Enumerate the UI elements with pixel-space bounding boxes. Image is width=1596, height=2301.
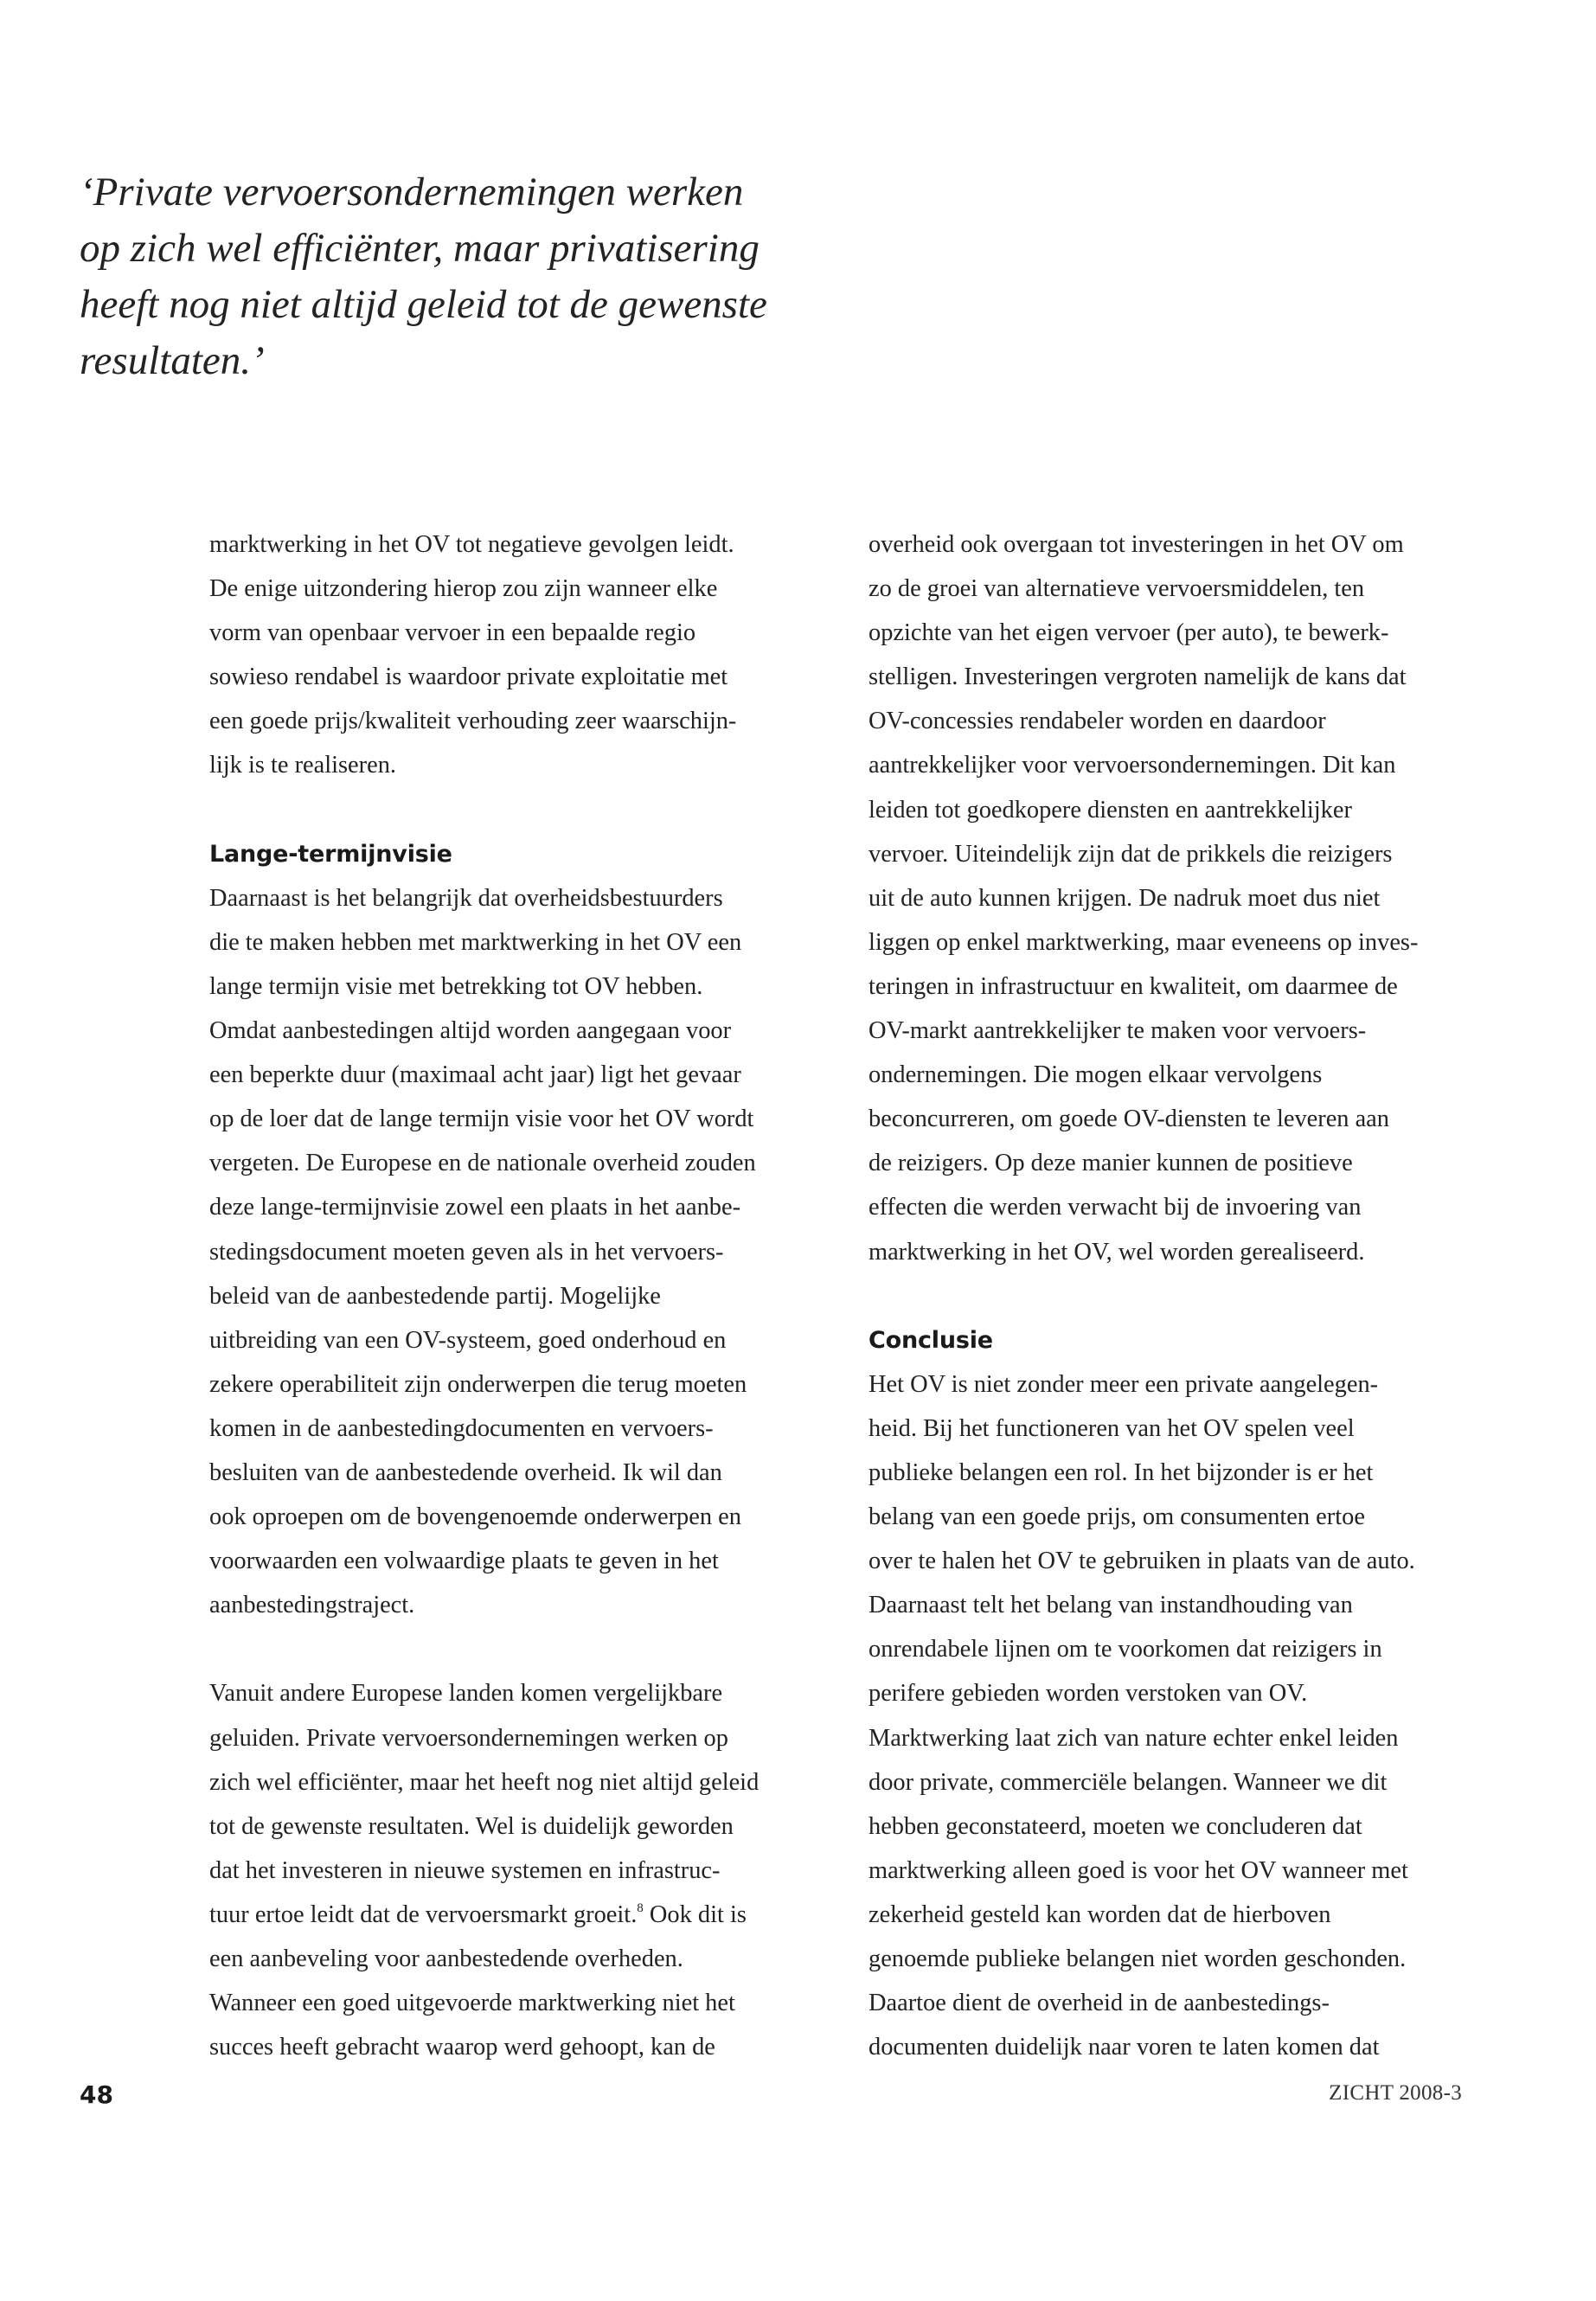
- text-line: vervoer. Uiteindelijk zijn dat de prikkels die reizigers: [869, 840, 1393, 868]
- paragraph-gap: [209, 1627, 884, 1671]
- section-heading-conclusie: Conclusie: [869, 1326, 993, 1354]
- pull-quote-line: resultaten.’: [80, 338, 265, 383]
- text-line: perifere gebieden worden verstoken van OV.: [869, 1680, 1308, 1708]
- page-number: 48: [80, 2080, 113, 2109]
- text-line: beconcurreren, om goede OV-diensten te leveren aan: [869, 1106, 1389, 1133]
- text-line: Omdat aanbestedingen altijd worden aangegaan voor: [209, 1017, 732, 1045]
- text-line: vorm van openbaar vervoer in een bepaalde regio: [209, 619, 696, 647]
- text-line: door private, commerciële belangen. Wanneer we dit: [869, 1768, 1388, 1796]
- text-line: vergeten. De Europese en de nationale overheid zouden: [209, 1150, 756, 1177]
- text-line: succes heeft gebracht waarop werd gehoopt, kan de: [209, 2034, 715, 2061]
- text-line: tot de gewenste resultaten. Wel is duidelijk geworden: [209, 1812, 734, 1840]
- right-column: [869, 522, 1543, 2069]
- text-line: liggen op enkel marktwerking, maar eveneens op inves-: [869, 928, 1419, 956]
- pull-quote-line: op zich wel efficiënter, maar privatisering: [80, 226, 760, 271]
- text-line: die te maken hebben met marktwerking in het OV een: [209, 928, 742, 956]
- text-line: beleid van de aanbestedende partij. Mogelijke: [209, 1282, 661, 1310]
- text-line: besluiten van de aanbestedende overheid. Ik wil dan: [209, 1458, 722, 1486]
- pull-quote-line: heeft nog niet altijd geleid tot de gewenste: [80, 282, 767, 327]
- paragraph-gap: [869, 1274, 1543, 1318]
- text-line: Wanneer een goed uitgevoerde marktwerking niet het: [209, 1990, 735, 2017]
- text-line: zich wel efficiënter, maar het heeft nog niet altijd geleid: [209, 1768, 760, 1796]
- text-line: lijk is te realiseren.: [209, 752, 397, 779]
- paragraph-gap: [209, 788, 884, 832]
- text-line: opzichte van het eigen vervoer (per auto), te bewerk-: [869, 619, 1389, 647]
- footnote-marker: 8: [637, 1900, 644, 1915]
- text-line: onrendabele lijnen om te voorkomen dat reizigers in: [869, 1636, 1382, 1663]
- text-line: komen in de aanbestedingdocumenten en vervoers-: [209, 1414, 714, 1442]
- text-line: een aanbeveling voor aanbestedende overheden.: [209, 1945, 683, 1972]
- text-segment: tuur ertoe leidt dat de vervoersmarkt groeit.: [209, 1900, 638, 1928]
- text-line: teringen in infrastructuur en kwaliteit, om daarmee de: [869, 972, 1398, 1000]
- text-line: marktwerking in het OV, wel worden gerealiseerd.: [869, 1238, 1365, 1266]
- text-line: hebben geconstateerd, moeten we concluderen dat: [869, 1812, 1362, 1840]
- text-line: Daarnaast telt het belang van instandhouding van: [869, 1592, 1353, 1619]
- text-line: OV-concessies rendabeler worden en daardoor: [869, 708, 1326, 735]
- text-line: Daartoe dient de overheid in de aanbestedings-: [869, 1990, 1330, 2017]
- text-line: Vanuit andere Europese landen komen vergelijkbare: [209, 1680, 723, 1708]
- text-line: ondernemingen. Die mogen elkaar vervolgens: [869, 1061, 1323, 1089]
- pull-quote-line: ‘Private vervoersondernemingen werken: [80, 170, 744, 215]
- text-line: documenten duidelijk naar voren te laten komen dat: [869, 2034, 1380, 2061]
- pull-quote: [80, 164, 858, 389]
- text-line: de reizigers. Op deze manier kunnen de positieve: [869, 1150, 1353, 1177]
- text-line: uitbreiding van een OV-systeem, goed onderhoud en: [209, 1326, 727, 1354]
- text-line: geluiden. Private vervoersondernemingen werken op: [209, 1724, 728, 1752]
- text-line: stedingsdocument moeten geven als in het vervoers-: [209, 1238, 724, 1266]
- text-line: OV-markt aantrekkelijker te maken voor vervoers-: [869, 1017, 1367, 1045]
- text-line: marktwerking alleen goed is voor het OV wanneer met: [869, 1856, 1408, 1884]
- text-line: genoemde publieke belangen niet worden geschonden.: [869, 1945, 1407, 1972]
- text-line: overheid ook overgaan tot investeringen in het OV om: [869, 531, 1404, 558]
- text-line: op de loer dat de lange termijn visie voor het OV wordt: [209, 1106, 754, 1133]
- text-line: belang van een goede prijs, om consumenten ertoe: [869, 1503, 1365, 1531]
- text-line: een beperkte duur (maximaal acht jaar) ligt het gevaar: [209, 1061, 741, 1089]
- text-line: deze lange-termijnvisie zowel een plaats in het aanbe-: [209, 1194, 741, 1221]
- text-line: zekere operabiliteit zijn onderwerpen die terug moeten: [209, 1370, 747, 1398]
- text-line: lange termijn visie met betrekking tot OV hebben.: [209, 972, 703, 1000]
- text-line: Daarnaast is het belangrijk dat overheidsbestuurders: [209, 884, 723, 912]
- text-line: Het OV is niet zonder meer een private aangelegen-: [869, 1370, 1379, 1398]
- text-line-with-footnote: [209, 1893, 884, 1937]
- text-line: aantrekkelijker voor vervoersondernemingen. Dit kan: [869, 752, 1396, 779]
- text-line: leiden tot goedkopere diensten en aantrekkelijker: [869, 796, 1352, 824]
- text-line: heid. Bij het functioneren van het OV spelen veel: [869, 1414, 1355, 1442]
- text-line: zekerheid gesteld kan worden dat de hierboven: [869, 1900, 1331, 1928]
- text-line: aanbestedingstraject.: [209, 1592, 415, 1619]
- text-line: stelligen. Investeringen vergroten namelijk de kans dat: [869, 663, 1407, 691]
- text-line: zo de groei van alternatieve vervoersmiddelen, ten: [869, 575, 1365, 603]
- text-line: over te halen het OV te gebruiken in plaats van de auto.: [869, 1548, 1415, 1575]
- text-line: De enige uitzondering hierop zou zijn wanneer elke: [209, 575, 718, 603]
- text-line: Marktwerking laat zich van nature echter enkel leiden: [869, 1724, 1399, 1752]
- section-heading-lange-termijnvisie: Lange-termijnvisie: [209, 840, 452, 868]
- text-line: voorwaarden een volwaardige plaats te geven in het: [209, 1548, 719, 1575]
- text-line: een goede prijs/kwaliteit verhouding zeer waarschijn-: [209, 708, 737, 735]
- left-column: [209, 522, 884, 2069]
- journal-issue-label: ZICHT 2008-3: [1329, 2081, 1462, 2105]
- text-line: sowieso rendabel is waardoor private exploitatie met: [209, 663, 728, 691]
- text-line: uit de auto kunnen krijgen. De nadruk moet dus niet: [869, 884, 1381, 912]
- text-line: publieke belangen een rol. In het bijzonder is er het: [869, 1458, 1374, 1486]
- text-line: effecten die werden verwacht bij de invoering van: [869, 1194, 1362, 1221]
- text-line: dat het investeren in nieuwe systemen en infrastruc-: [209, 1856, 721, 1884]
- text-segment: Ook dit is: [643, 1900, 747, 1928]
- text-line: marktwerking in het OV tot negatieve gevolgen leidt.: [209, 531, 734, 558]
- text-line: ook oproepen om de bovengenoemde onderwerpen en: [209, 1503, 741, 1531]
